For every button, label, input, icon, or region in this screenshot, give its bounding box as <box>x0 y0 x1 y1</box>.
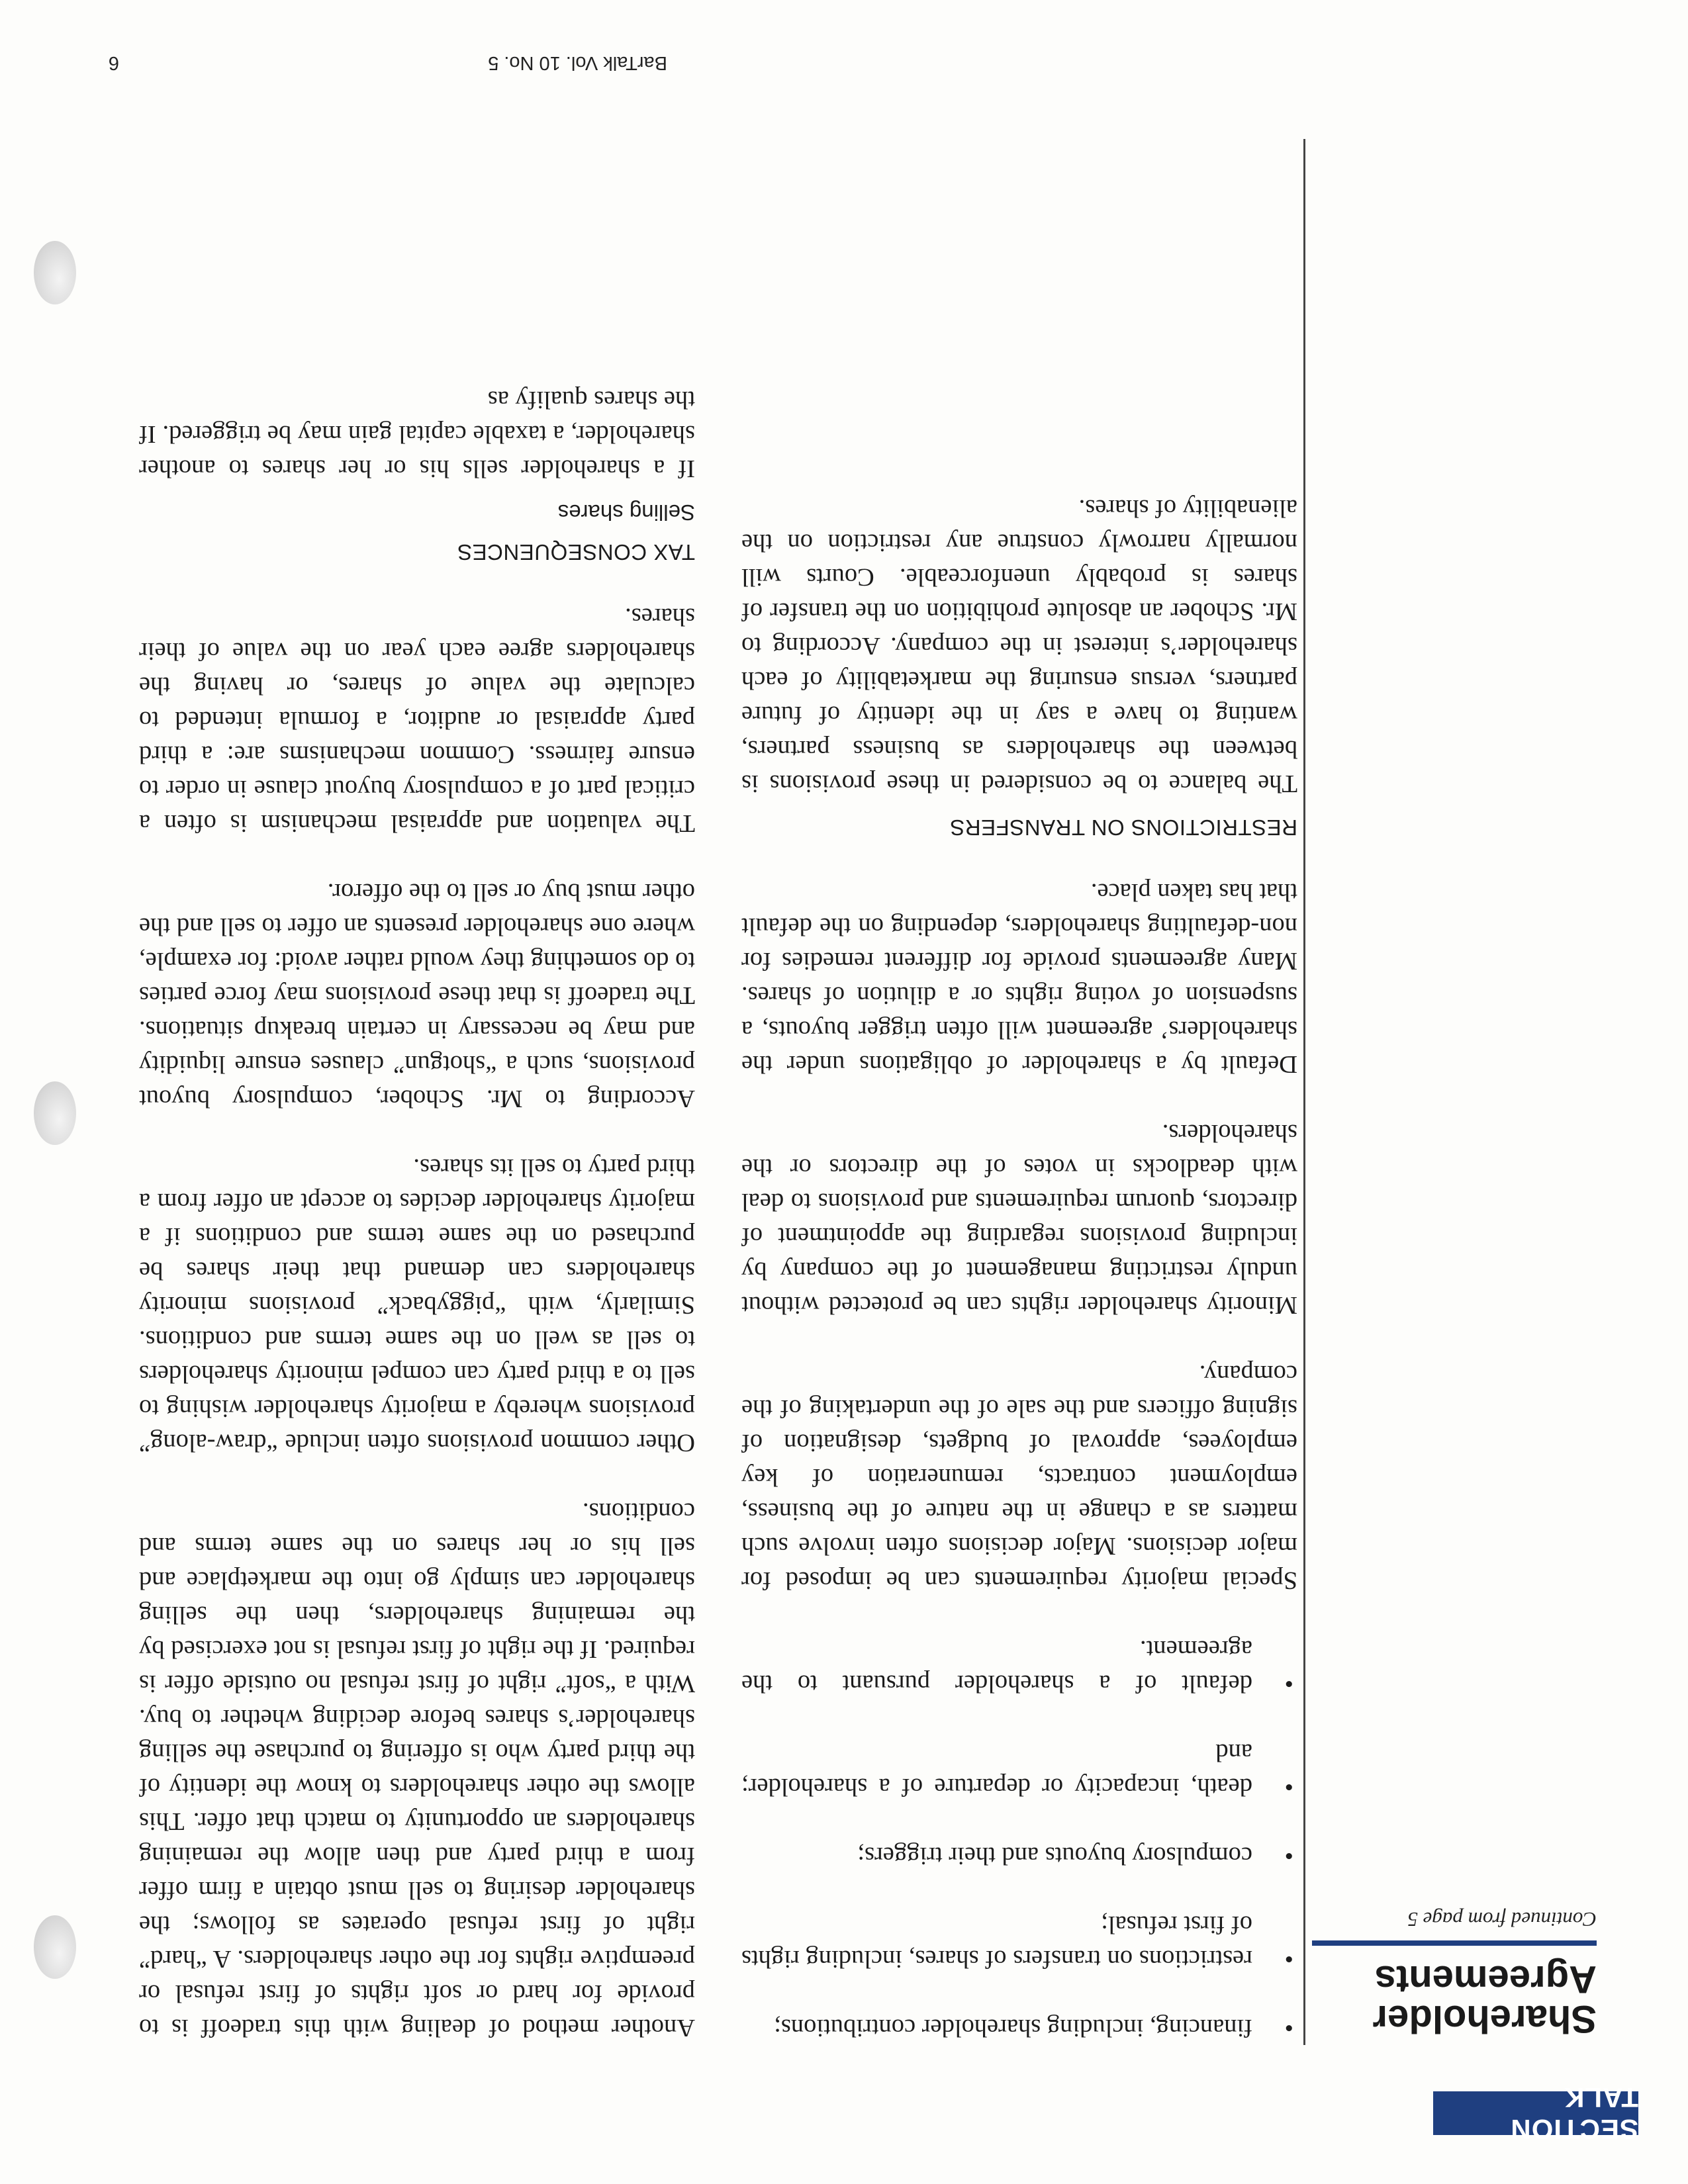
paragraph: Special majority requirements can be imposed for major decisions. Major decisions often involve such matters as a change in the nature of the business, employment contracts, remuneration of key employees, approval of budgets, designation of signing officers and the sale of the undertaking of the company. <box>741 1360 1297 1594</box>
paragraph: The balance to be considered in these provisions is between the shareholders as business partners, wanting to have a say in the identity of future partners, versus ensuring the marketability of each shareholder’s interest in the company. According to Mr. Schober an absolute prohibition on the transfer of shares is probably unenforceable. Courts will normally narrowly construe any restriction on the alienability of shares. <box>741 494 1297 797</box>
provision-list <box>741 1632 1297 2045</box>
continued-note: Continued from page 5 <box>1407 1908 1597 1931</box>
binder-hole <box>34 241 76 304</box>
list-item: • default of a shareholder pursuant to the agreement. <box>741 1632 1297 1701</box>
paragraph: Default by a shareholder of obligations under the shareholders’ agreement will often trigger buyouts, a suspension of voting rights or a dilution of shares. Many agreements provide for different remedies for non-defaulting shareholders, depending on the default that has taken place. <box>741 878 1297 1078</box>
column-2 <box>139 348 695 2045</box>
paragraph: Minority shareholder rights can be protected without unduly restricting management of the company by including provisions regarding the appointment of directors, quorum requirements and provisions to deal with deadlocks in votes of the directors or the shareholders. <box>741 1119 1297 1319</box>
subheading-selling-shares: Selling shares <box>557 500 695 525</box>
paragraph: According to Mr. Schober, compulsory buyout provisions, such a “shotgun” clauses ensure liquidity and may be necessary in certain breakup situations. The tradeoff is that these provisions may force parties to do something they would rather avoid: for example, where one shareholder presents an offer to sell and the other must buy or sell to the offeror. <box>139 878 695 1113</box>
list-item: • compulsory buyouts and their triggers; <box>741 1839 1297 1873</box>
section-tag: SECTION TALK <box>1433 2091 1638 2135</box>
page-number: 6 <box>108 52 119 73</box>
binder-hole <box>34 1915 76 1979</box>
title-line-2: Agreements <box>1374 1958 1597 2001</box>
list-item: • death, incapacity or departure of a shareholder; and <box>741 1735 1297 1804</box>
section-heading-restrictions: RESTRICTIONS ON TRANSFERS <box>949 815 1297 840</box>
title-line-1: Shareholder <box>1372 1997 1597 2040</box>
article-title <box>1332 1959 1597 2038</box>
column-divider <box>1303 139 1305 2045</box>
list-item: • restrictions on transfers of shares, including rights of first refusal; <box>741 1907 1297 1976</box>
list-item: • financing, including shareholder contributions; <box>741 2011 1297 2045</box>
title-rule <box>1312 1940 1597 1946</box>
paragraph: Other common provisions often include “draw-along” provisions whereby a majority shareholder wishing to sell to a third party can compel minority shareholders to sell as well on the same terms and conditions. Similarly, with “piggyback” provisions minority shareholders can demand that their shares be purchased on the same terms and conditions if a majority shareholder decides to accept an offer from a third party to sell its shares. <box>139 1154 695 1457</box>
binder-hole <box>34 1081 76 1145</box>
publication-info: BarTalk Vol. 10 No. 5 <box>488 52 667 73</box>
column-1 <box>741 457 1297 2045</box>
paragraph: Another method of dealing with this tradeoff is to provide for hard or soft rights of first refusal or preemptive rights for the other shareholders. A “hard” right of first refusal operates as follows; the shareholder desiring to sell must obtain a firm offer from a third party and then allow the remaining shareholders an opportunity to match that offer. This allows the other shareholders to know the identity of the third party who is offering to purchase the selling shareholder’s shares before deciding whether to buy. With a “soft” right of first refusal no outside offer is required. If the right of first refusal is not exercised by the remaining shareholders, then the selling shareholder can simply go into the marketplace and sell his or her shares on the same terms and conditions. <box>139 1498 695 2042</box>
section-heading-tax: TAX CONSEQUENCES <box>457 540 695 565</box>
paragraph: The valuation and appraisal mechanism is often a critical part of a compulsory buyout clause in order to ensure fairness. Common mechanisms are: a third party appraisal or auditor, a formula intended to calculate the value of shares, or having the shareholders agree each year on the value of their shares. <box>139 603 695 837</box>
paragraph: If a shareholder sells his or her shares to another shareholder, a taxable capital gain may be triggered. If the shares qualify as <box>139 386 695 482</box>
